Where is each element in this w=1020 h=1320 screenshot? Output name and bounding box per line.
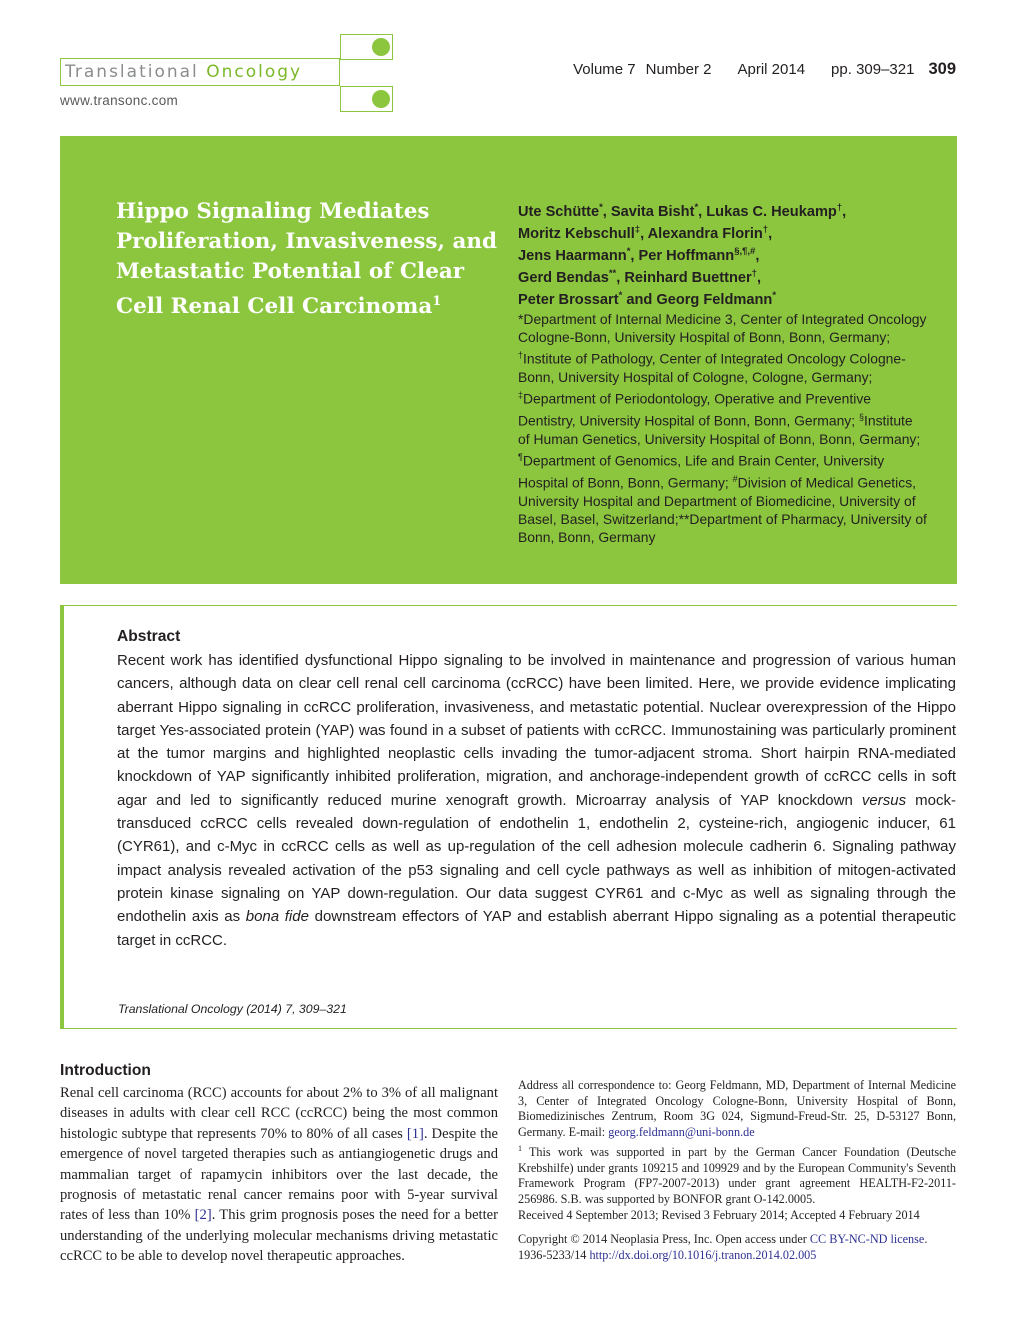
article-title-text: Hippo Signaling Mediates Proliferation, Invasiveness, and Metastatic Potential of Clear Cell Renal Cell Carcinoma xyxy=(116,199,498,320)
author-mark: * xyxy=(772,290,777,302)
logo-square-bottom xyxy=(340,86,393,112)
issue-date: April 2014 xyxy=(737,61,806,78)
author-separator: , xyxy=(756,270,762,287)
affiliation-list xyxy=(518,310,928,547)
affiliation-mark: ** xyxy=(678,511,690,528)
received-dates: Received 4 September 2013; Revised 3 February 2014; Accepted 4 February 2014 xyxy=(518,1207,920,1222)
logo-dot-icon xyxy=(372,38,390,56)
journal-name-plain: Translational xyxy=(65,62,207,82)
intro-text-part: . This grim prognosis poses the need for a better understanding of the underlying molecular mechanisms driving metastatic ccRCC to be able to develop novel therapeutic approaches. xyxy=(60,1207,498,1265)
author-mark: ** xyxy=(608,268,617,280)
affiliation-mark: ‡ xyxy=(518,390,524,401)
article-title xyxy=(116,197,500,322)
affiliation-text: Institute of Pathology, Center of Integrated Oncology Cologne-Bonn, University Hospital of Cologne, Cologne, Germany; xyxy=(518,351,906,386)
author-name: Reinhard Buettner xyxy=(624,270,752,287)
author-separator: , xyxy=(630,247,639,264)
author-mark: * xyxy=(618,290,623,302)
affiliation-text: Department of Internal Medicine 3, Center of Integrated Oncology Cologne-Bonn, University Hospital of Bonn, Bonn, Germany; xyxy=(518,311,927,346)
abstract-heading: Abstract xyxy=(117,628,181,645)
author-separator: , xyxy=(768,225,773,242)
affiliation-mark: * xyxy=(518,311,524,327)
abstract-body xyxy=(117,649,956,952)
author-name: Gerd Bendas xyxy=(518,270,609,287)
correspondence-note xyxy=(518,1078,956,1141)
affiliation-mark: § xyxy=(858,412,864,423)
logo-square-top xyxy=(340,34,393,60)
author-name: Jens Haarmann xyxy=(518,247,627,264)
abstract-text-part: Recent work has identified dysfunctional Hippo signaling to be involved in maintenance and progression of various human cancers, although data on clear cell renal cell carcinoma (ccRCC) have been limited. Here, we provide evidence implicating aberrant Hippo signaling in ccRCC proliferation, invasiveness, and metastatic potential. Nuclear overexpression of the Hippo target Yes-associated protein (YAP) was found in a subset of patients with ccRCC. Immunostaining was particularly prominent at the tumor margins and highlighted neoplastic cells invading the tumor-adjacent stroma. Short hairpin RNA-mediated knockdown of YAP significantly inhibited proliferation, migration, and anchorage-independent growth of ccRCC cells in soft agar and led to significantly reduced murine xenograft growth. Microarray analysis of YAP knockdown xyxy=(117,652,956,809)
affiliation-text: Division of Medical Genetics, University Hospital and Department of Biomedicine, University of Basel, Basel, Switzerland; xyxy=(518,474,917,528)
author-name: Alexandra Florin xyxy=(647,225,763,242)
abstract-text-part: downstream effectors of YAP and establish aberrant Hippo signaling as a potential therapeutic target in ccRCC. xyxy=(117,908,956,949)
reference-link[interactable]: [2] xyxy=(194,1207,212,1224)
email-link[interactable]: georg.feldmann@uni-bonn.de xyxy=(608,1125,755,1140)
affiliation-text: Institute of Human Genetics, University Hospital of Bonn, Bonn, Germany; xyxy=(518,412,921,448)
author-name: Peter Brossart xyxy=(518,292,619,309)
doi-link[interactable]: http://dx.doi.org/10.1016/j.tranon.2014.02.005 xyxy=(589,1248,817,1263)
footnotes xyxy=(518,1078,956,1264)
author-mark: † xyxy=(751,268,757,280)
journal-url[interactable]: www.transonc.com xyxy=(60,93,179,108)
author-name: Georg Feldmann xyxy=(656,292,773,309)
issue-number: Number 2 xyxy=(645,61,712,78)
author-name: Per Hoffmann xyxy=(638,247,735,264)
funding-mark: 1 xyxy=(518,1143,522,1153)
author-mark: ‡ xyxy=(634,224,641,236)
author-mark: * xyxy=(694,202,699,213)
introduction-body xyxy=(60,1083,498,1267)
abstract-italic: bona fide xyxy=(245,908,309,926)
introduction-heading: Introduction xyxy=(60,1062,151,1079)
abstract-top-rule xyxy=(60,605,957,606)
page-number: 309 xyxy=(928,60,956,78)
abstract-text-part: mock-transduced ccRCC cells revealed down-regulation of endothelin 1, endothelin 2, cysteine-rich, angiogenic inducer, 61 (CYR61), and c-Myc in ccRCC cells as well as up-regulation of the cell adhesion molecule cadherin 6. Signaling pathway impact analysis revealed activation of the p53 signaling and cell cycle pathways as well as inhibition of mitogen-activated protein kinase signaling on YAP down-regulation. Our data suggest CYR61 and c-Myc as well as signaling through the endothelin axis as xyxy=(117,791,957,926)
journal-citation: Translational Oncology (2014) 7, 309–321 xyxy=(118,1002,347,1016)
author-separator: , xyxy=(842,203,847,220)
author-name: Lukas C. Heukamp xyxy=(706,203,837,220)
funding-text: This work was supported in part by the German Cancer Foundation (Deutsche Krebshilfe) under grants 109215 and 109929 and by the European Community's Seventh Framework Program (FP7-2007-2013) under grant agreement HEALTH-F2-2011-256986. S.B. was supported by BONFOR grant O-142.0005. xyxy=(518,1144,957,1206)
abstract-side-bar xyxy=(60,605,64,1029)
author-list xyxy=(518,199,928,309)
author-separator: , xyxy=(640,225,648,242)
author-name: Moritz Kebschull xyxy=(518,225,635,242)
author-name: Ute Schütte xyxy=(518,203,600,220)
affiliation-mark: # xyxy=(732,474,738,485)
issue-info xyxy=(563,60,956,79)
correspondence-text: Address all correspondence to: Georg Feldmann, MD, Department of Internal Medicine 3, Center of Integrated Oncology Cologne-Bonn, University Hospital of Bonn, Biomedizinisches Zentrum, Room 3G 024, Sigmund-Freud-Str. 25, D-53127 Bonn, Germany. E-mail: xyxy=(518,1078,956,1140)
author-mark: * xyxy=(599,202,603,213)
funding-note xyxy=(518,1141,956,1208)
author-name: Savita Bisht xyxy=(610,203,695,220)
logo-dot-icon xyxy=(372,90,390,108)
author-mark: † xyxy=(762,224,769,236)
volume: Volume 7 xyxy=(573,61,636,78)
journal-logo xyxy=(60,58,340,86)
page-range: pp. 309–321 xyxy=(831,61,915,78)
affiliation-text: Department of Genomics, Life and Brain Center, University Hospital of Bonn, Bonn, Germany; xyxy=(518,452,885,491)
author-separator: , xyxy=(698,203,707,220)
author-separator: and xyxy=(622,292,657,309)
author-mark: † xyxy=(836,202,843,213)
author-separator: , xyxy=(616,270,625,287)
affiliation-text: Department of Periodontology, Operative and Preventive Dentistry, University Hospital of Bonn, Bonn, Germany; xyxy=(518,391,871,429)
journal-name-accent: Oncology xyxy=(206,62,303,82)
abstract-bottom-rule xyxy=(60,1028,957,1029)
intro-text-part: . Despite the emergence of novel targeted therapies such as antiangiogenetic drugs and mammalian target of rapamycin inhibitors over the last decade, the prognosis of metastatic renal cancer remains poor with 5-year survival rates of less than 10% xyxy=(60,1125,499,1224)
copyright-text: Copyright © 2014 Neoplasia Press, Inc. Open access under xyxy=(518,1232,810,1247)
title-band xyxy=(60,136,957,584)
author-mark: * xyxy=(626,246,631,258)
intro-text-part: Renal cell carcinoma (RCC) accounts for about 2% to 3% of all malignant diseases in adults with clear cell RCC (ccRCC) being the most common histologic subtype that represents 70% to 80% of all cases xyxy=(60,1085,498,1142)
affiliation-mark: † xyxy=(518,350,524,361)
issn: 1936-5233/14 xyxy=(518,1248,590,1263)
author-separator: , xyxy=(602,203,611,220)
author-mark: §,¶,# xyxy=(734,246,756,258)
reference-link[interactable]: [1] xyxy=(406,1125,424,1142)
author-separator: , xyxy=(755,247,760,264)
copyright-note: Copyright © 2014 Neoplasia Press, Inc. Open access under CC BY-NC-ND license. 1936-5233/14 http://dx.doi.org/10.1016/j.tranon.2014.02.005 xyxy=(518,1232,928,1263)
license-link[interactable]: CC BY-NC-ND license xyxy=(809,1232,925,1247)
title-footnote-mark[interactable]: 1 xyxy=(432,294,442,309)
affiliation-mark: ¶ xyxy=(518,452,523,463)
abstract-italic: versus xyxy=(861,791,907,809)
affiliation-text: Department of Pharmacy, University of Bonn, Bonn, Germany xyxy=(518,511,927,546)
